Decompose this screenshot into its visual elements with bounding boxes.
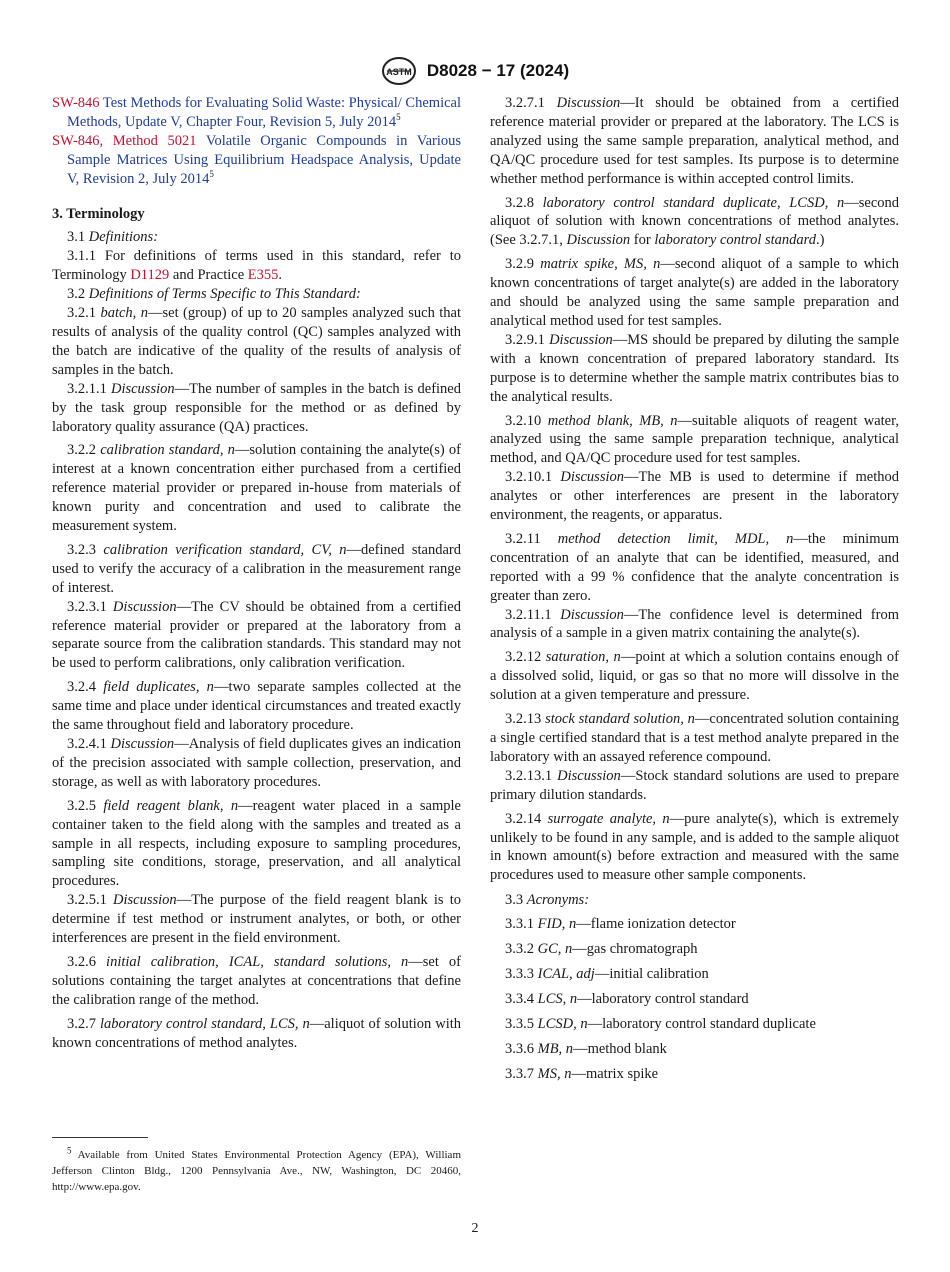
definition-surrogate-analyte: 3.2.14 surrogate analyte, n—pure analyte(s), which is extremely unlikely to be found in any sample, and is added to the sample aliquot in known amount(s) before extraction and measured with the same procedures used to measure other sample components. — [490, 810, 899, 884]
subsection-3-1: 3.1 Definitions: — [67, 229, 159, 246]
paragraph-3-1-1: 3.1.1 For definitions of terms used in this standard, refer to Terminology D1129 and Practice E355. — [52, 248, 461, 284]
definition-field-reagent-blank: 3.2.5 field reagent blank, n—reagent water placed in a sample container taken to the field along with the samples and treated as a sample in all respects, including exposure to sampling procedures, sampling site conditions, storage, preservation, and all analytical procedures. — [52, 797, 461, 890]
definition-matrix-spike: 3.2.9 matrix spike, MS, n—second aliquot of a sample to which known concentrations of target analyte(s) are added in the laboratory and should be analyzed using the same sample preparation and analytical method used for test samples. — [490, 256, 899, 329]
definition-calibration-standard: 3.2.2 calibration standard, n—solution containing the analyte(s) of interest at a known concentration either purchased from a certified reference material provider or prepared in-house from materials of known purity and concentration and used to calibrate the measurement system. — [52, 442, 461, 535]
discussion-laboratory-control-standard: 3.2.7.1 Discussion—It should be obtained from a certified reference material provider or prepared at the laboratory. The LCS is analyzed using the same sample preparation, analytical method, and QA/QC procedure used for test samples. Its purpose is to determine whether method performance is within accepted control limits. — [490, 95, 899, 187]
definition-saturation: 3.2.12 saturation, n—point at which a solution contains enough of a dissolved solid, liquid, or gas so that no more will dissolve in the solution at a given temperature and pressure. — [490, 649, 899, 704]
acronym-item: 3.3.3 ICAL, adj—initial calibration — [505, 966, 709, 983]
reference-sw846-5021 — [52, 132, 461, 189]
discussion-field-reagent-blank: 3.2.5.1 Discussion—The purpose of the field reagent blank is to determine if test method or instrument analytes, or both, or other interferences are present in the field environment. — [52, 892, 461, 947]
link-d1129[interactable]: D1129 — [130, 267, 170, 284]
acronym-item: 3.3.5 LCSD, n—laboratory control standard duplicate — [505, 1016, 816, 1033]
discussion-field-duplicates: 3.2.4.1 Discussion—Analysis of field duplicates gives an indication of the precision associated with sample collection, preservation, and storage, as well as with laboratory procedures. — [52, 736, 462, 790]
reference-title[interactable]: Test Methods for Evaluating Solid Waste: Physical/ Chemical Methods, Update V, Chapter Four, Revision 5, July 2014 — [67, 95, 462, 130]
definition-lcsd: 3.2.8 laboratory control standard duplicate, LCSD, n—second aliquot of solution with known concentrations of method analytes. (See 3.2.7.1, Discussion for laboratory control standard.) — [490, 194, 899, 249]
definition-method-blank: 3.2.10 method blank, MB, n—suitable aliquots of reagent water, analyzed using the same sample preparation technique, analytical method, and QA/QC procedure used for test samples. — [490, 412, 899, 467]
footnote-text: Available from United States Environmental Protection Agency (EPA), William Jefferson Clinton Bldg., 1200 Pennsylvania Ave., NW, Washington, DC 20460, http://www.epa.gov. — [52, 1149, 461, 1193]
discussion-stock-standard-solution: 3.2.13.1 Discussion—Stock standard solutions are used to prepare primary dilution standards. — [490, 767, 900, 803]
svg-text:ASTM: ASTM — [386, 67, 412, 77]
definition-stock-standard-solution: 3.2.13 stock standard solution, n—concentrated solution containing a single certified standard that is a test method analyte prepared in the laboratory with an assayed reference compound. — [490, 711, 899, 765]
reference-title[interactable]: Volatile Organic Compounds in Various Sample Matrices Using Equilibrium Headspace Analysis, Update V, Revision 2, July 2014 — [67, 132, 462, 187]
right-column — [490, 94, 899, 1090]
acronym-item: 3.3.1 FID, n—flame ionization detector — [505, 916, 736, 933]
discussion-method-blank: 3.2.10.1 Discussion—The MB is used to determine if method analytes or other interferences are present in the laboratory environment, the reagents, or apparatus. — [490, 469, 899, 524]
acronym-item: 3.3.2 GC, n—gas chromatograph — [505, 941, 698, 958]
astm-logo-icon — [381, 56, 417, 86]
page-number: 2 — [471, 1221, 479, 1236]
acronym-item: 3.3.6 MB, n—method blank — [505, 1041, 667, 1058]
definition-field-duplicates: 3.2.4 field duplicates, n—two separate samples collected at the same time and place under identical circumstances and treated exactly the same throughout field and laboratory procedure. — [52, 679, 462, 734]
reference-sw846 — [52, 94, 461, 132]
left-column — [52, 94, 461, 1053]
definition-calibration-verification-standard: 3.2.3 calibration verification standard, CV, n—defined standard used to verify the accuracy of a calibration in the measurement range of interest. — [52, 541, 461, 596]
page-header — [0, 56, 950, 86]
reference-code[interactable]: SW-846 — [52, 95, 100, 111]
section-heading-terminology: 3. Terminology — [52, 205, 145, 222]
acronym-item: 3.3.4 LCS, n—laboratory control standard — [505, 991, 749, 1008]
definition-laboratory-control-standard: 3.2.7 laboratory control standard, LCS, n—aliquot of solution with known concentrations of method analytes. — [52, 1015, 461, 1051]
definition-batch: 3.2.1 batch, n—set (group) of up to 20 samples analyzed such that results of analysis of the quality control (QC) samples analyzed with the batch are indicative of the quality of the results of analysis of samples in the batch. — [52, 305, 462, 378]
footnote-marker: 5 — [396, 112, 401, 123]
discussion-calibration-verification: 3.2.3.1 Discussion—The CV should be obtained from a certified reference material provider or prepared at the laboratory from a separate source from the calibration standards. This standard may not be used to perform calibrations, only calibration verification. — [52, 598, 461, 672]
discussion-batch: 3.2.1.1 Discussion—The number of samples in the batch is defined by the task group responsible for the method or as defined by laboratory quality assurance (QA) practices. — [52, 380, 461, 435]
definition-method-detection-limit: 3.2.11 method detection limit, MDL, n—the minimum concentration of an analyte that can be identified, measured, and reported with a 99 % confidence that the analyte concentration is greater than zero. — [490, 530, 900, 604]
definition-initial-calibration: 3.2.6 initial calibration, ICAL, standard solutions, n—set of solutions containing the target analytes at concentrations that define the calibration range of the method. — [52, 953, 462, 1008]
footnote-marker: 5 — [209, 168, 214, 179]
footnote-number: 5 — [67, 1145, 72, 1156]
subsection-3-3-acronyms: 3.3 Acronyms: — [505, 892, 590, 909]
link-e355[interactable]: E355 — [247, 267, 279, 284]
discussion-matrix-spike: 3.2.9.1 Discussion—MS should be prepared by diluting the sample with a known concentration of prepared laboratory standard. Its purpose is to determine whether the sample matrix contributes bias to the analytical results. — [490, 331, 900, 405]
subsection-3-2: 3.2 Definitions of Terms Specific to This Standard: — [67, 286, 361, 303]
footnote — [52, 1147, 461, 1195]
reference-code[interactable]: SW-846, Method 5021 — [52, 132, 197, 149]
standard-designation: D8028 − 17 (2024) — [426, 61, 570, 80]
acronym-item: 3.3.7 MS, n—matrix spike — [505, 1066, 659, 1083]
footnote-divider — [52, 1137, 148, 1138]
discussion-method-detection-limit: 3.2.11.1 Discussion—The confidence level is determined from analysis of a sample in a given matrix containing the analyte(s). — [490, 606, 899, 642]
